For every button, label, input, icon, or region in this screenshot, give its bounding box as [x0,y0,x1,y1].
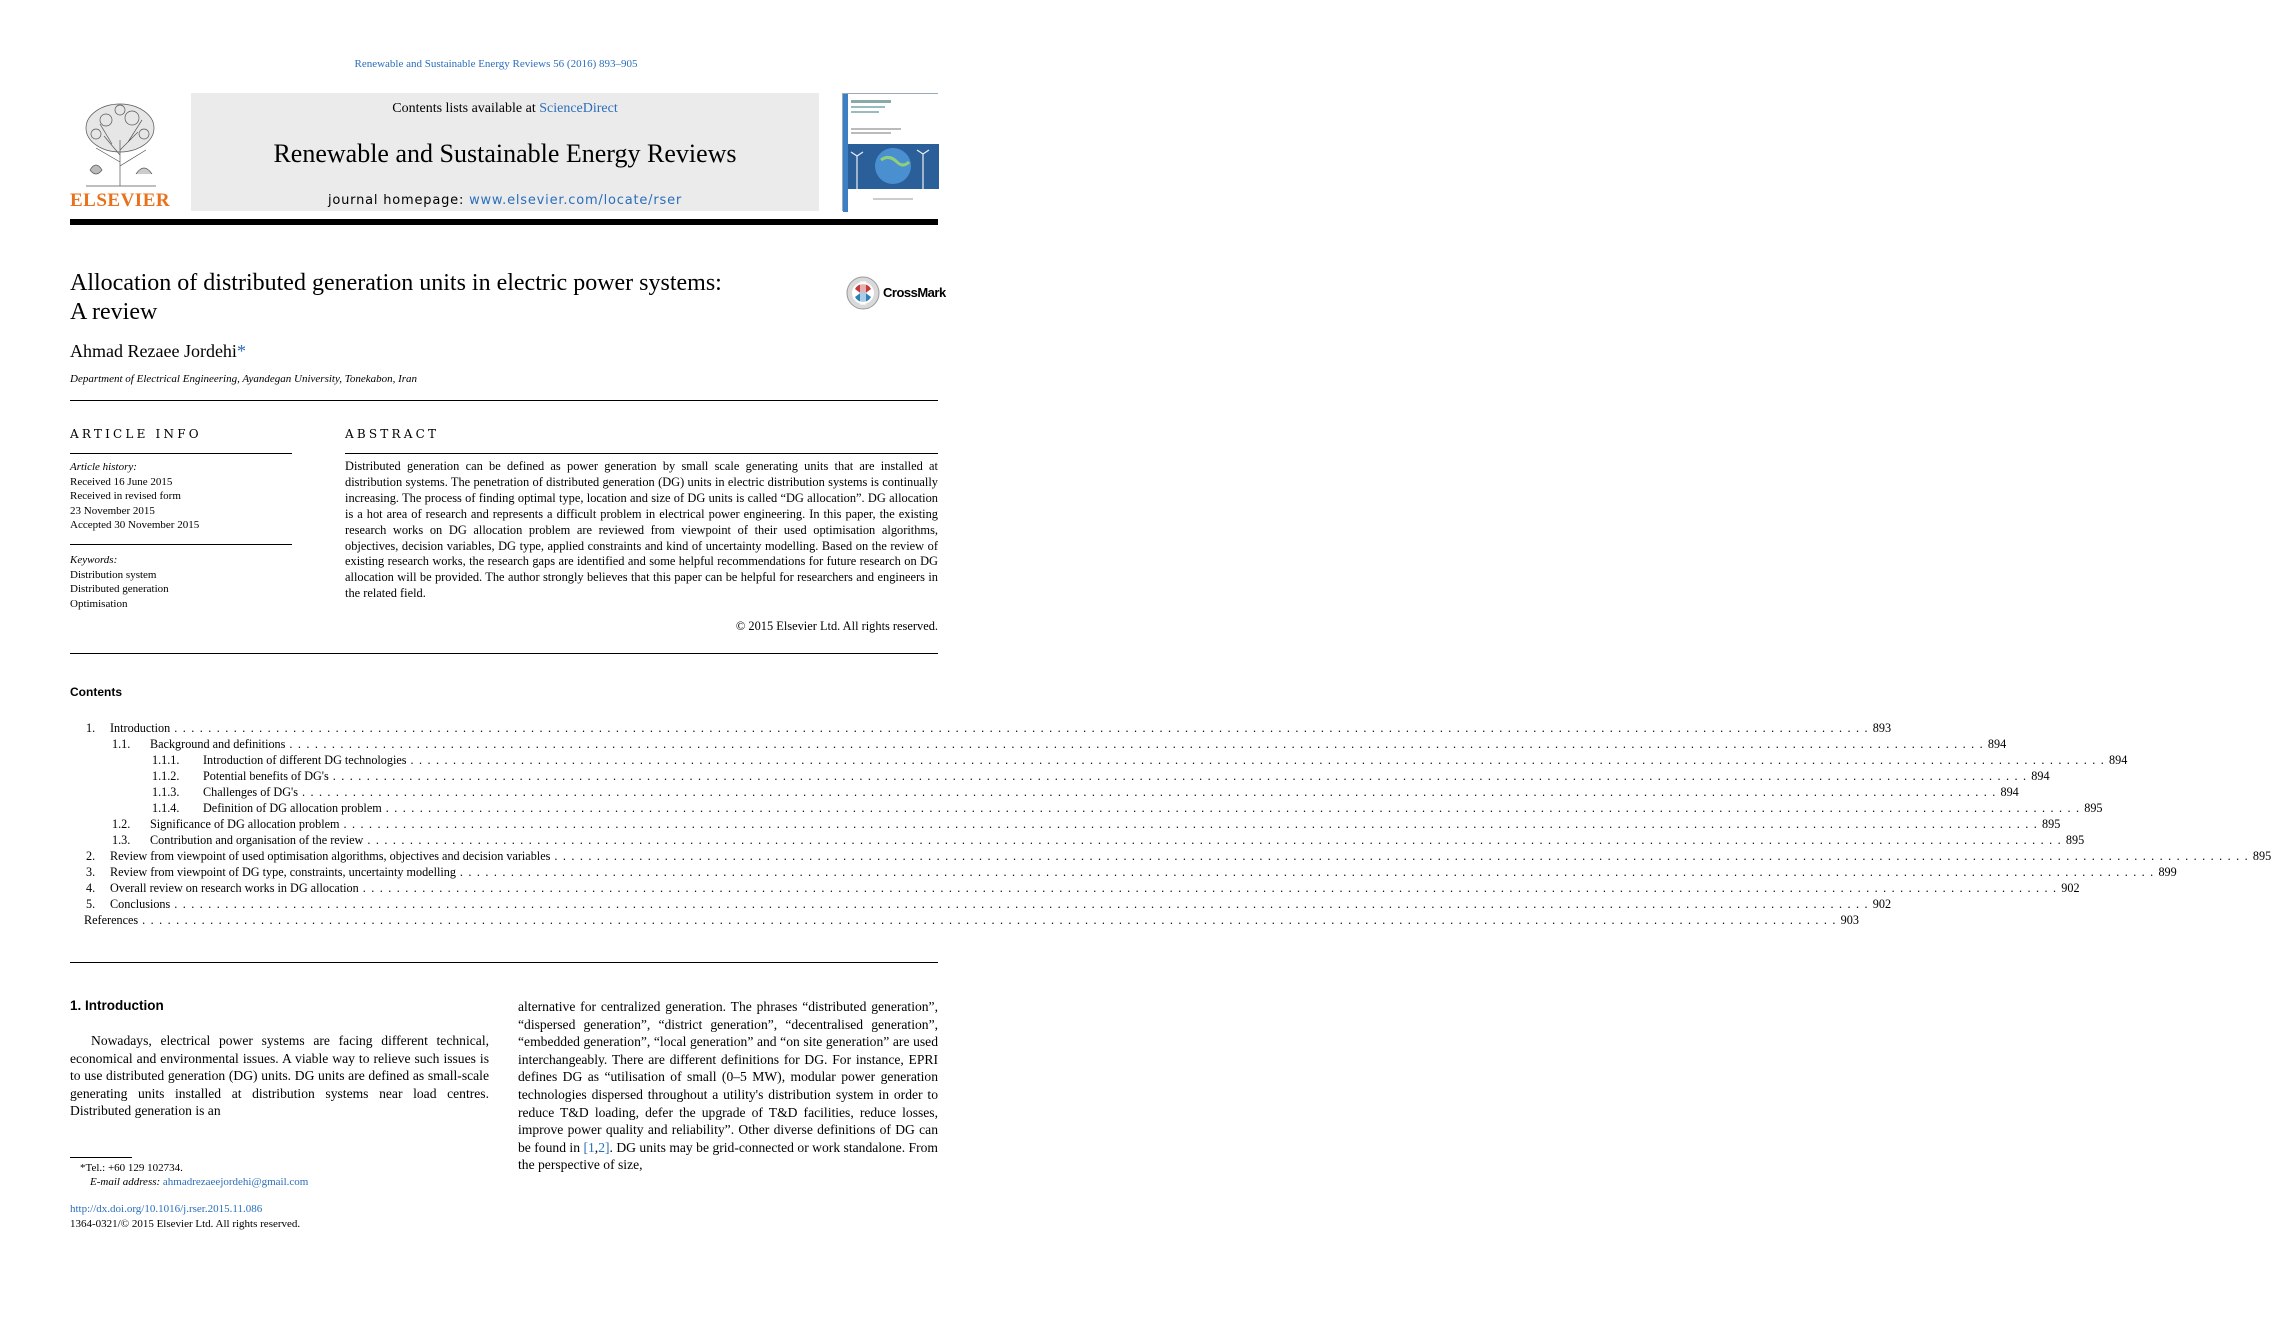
history-entry: Received 16 June 2015 [70,475,173,488]
toc-number: 1.1.1. [152,753,180,767]
toc-leader-dots: . . . . . . . . . . . . . . . . . . . . . . . . . . . . . . . . . . . . . . . . . . . . . . . . . . . . . . . . . . . . . . . . . . . . . . . . . . . . . . . . . . . . . . . . . . . . . . . . . . . . . . . . . . . . . . . . . . . . . . . . . . . . . . . . . . . . . . . . . . . . . . . . . . . . . . . . . . . . . . . . . . . . . . . . . . . . . . . . . . . . . . . . . . . . . . . . . . . . . . . . [142,913,1837,927]
reference-link-open[interactable]: [ [583,1139,588,1155]
toc-entry[interactable] [70,816,2061,832]
email-link[interactable]: ahmadrezaeejordehi@gmail.com [162,1176,309,1189]
reference-separator: , [594,1139,599,1155]
article-info-heading: ARTICLE INFO [70,427,202,441]
toc-page-number: 894 [2000,785,2019,799]
toc-title[interactable]: Contribution and organisation of the review [150,833,364,847]
toc-entry[interactable] [70,880,2080,896]
toc-page-number: 894 [1987,737,2007,751]
divider [70,962,938,963]
author-affiliation: Department of Electrical Engineering, Ayandegan University, Tonekabon, Iran [70,373,418,385]
toc-number: 1.3. [112,833,131,847]
corresponding-author-mark[interactable]: * [236,341,246,361]
journal-cover-icon [843,94,939,212]
toc-title[interactable]: Review from viewpoint of used optimisation algorithms, objectives and decision variables [110,849,551,863]
keyword: Distributed generation [70,583,169,595]
toc-leader-dots: . . . . . . . . . . . . . . . . . . . . . . . . . . . . . . . . . . . . . . . . . . . . . . . . . . . . . . . . . . . . . . . . . . . . . . . . . . . . . . . . . . . . . . . . . . . . . . . . . . . . . . . . . . . . . . . . . . . . . . . . . . . . . . . . . . . . . . . . . . . . . . . . . . . . . . . . . . . . . . . . . . . . . . . . . . . . . . . . . . . . . . . . . . . . . . . . . . . . . . . . [362,881,2058,895]
issn-copyright: 1364-0321/© 2015 Elsevier Ltd. All rights reserved. [70,1217,301,1230]
toc-entry[interactable] [70,864,2177,880]
toc-number: 3. [86,865,96,879]
introduction-heading: 1. Introduction [70,998,164,1013]
elsevier-wordmark: ELSEVIER [70,190,171,211]
toc-number: 1.1.2. [152,769,180,783]
intro-text-a: alternative for centralized generation. The phrases “distributed generation”, “dispersed generation”, “district generation”, “decentralised generation”, “embedded generation”, “local generation” and “on site generation” are used interchangeably. There are different definitions for DG. For instance, EPRI defines DG as “utilisation of small (0–5 MW), modular power generation technologies dispersed throughout a utility's distribution system in order to reduce T&D loading, defer the upgrade of T&D facilities, reduce losses, improve power quality and reliability”. Other diverse definitions of DG can be found in [518,999,938,1155]
toc-entry[interactable] [70,848,2271,864]
contents-prefix: Contents lists available at [392,101,540,116]
toc-page-number: 895 [2065,833,2085,847]
homepage-link[interactable]: www.elsevier.com/locate/rser [469,193,683,208]
divider [70,453,292,454]
toc-number: 1. [86,721,96,735]
toc-title[interactable]: Review from viewpoint of DG type, constraints, uncertainty modelling [110,865,456,879]
introduction-right-column [518,998,938,1174]
toc-title[interactable]: Challenges of DG's [203,785,298,799]
keywords-block [70,553,292,611]
toc-page-number: 895 [2084,801,2103,815]
table-of-contents [70,720,2271,928]
toc-entry[interactable] [70,912,1859,928]
footnote-telephone: *Tel.: +60 129 102734. [80,1162,183,1174]
toc-entry[interactable] [70,720,1892,736]
email-label: E-mail address: [90,1176,163,1189]
doi-link[interactable]: http://dx.doi.org/10.1016/j.rser.2015.11.086 [70,1203,263,1215]
journal-banner [191,93,819,211]
toc-entry[interactable] [70,832,2085,848]
keyword: Distribution system [70,568,157,581]
divider [345,453,938,454]
journal-cover-image[interactable] [842,93,938,211]
abstract-text: Distributed generation can be defined as power generation by small scale generating units that are installed at distribution systems. The penetration of distributed generation (DG) units in electric distribution systems is continually increasing. The process of finding optimal type, location and size of DG units is called “DG allocation”. DG allocation is a hot area of research and represents a difficult problem in electrical power engineering. In this paper, the existing research works on DG allocation problem are reviewed from viewpoint of their used optimisation algorithms, objectives, decision variables, DG type, applied constraints and kind of uncertainty modelling. Based on the review of existing research works, the research gaps are identified and some helpful recommendations for future research on DG allocation will be provided. The author strongly believes that this paper can be helpful for researchers and engineers in the related field. [345,459,938,601]
toc-page-number: 894 [2031,769,2050,783]
header-rule [70,219,938,225]
divider [70,653,938,654]
toc-title[interactable]: References [84,913,139,927]
divider [70,400,938,401]
intro-text-b: . DG units may be grid-connected or work standalone. From the perspective of size, [518,1139,938,1173]
toc-leader-dots: . . . . . . . . . . . . . . . . . . . . . . . . . . . . . . . . . . . . . . . . . . . . . . . . . . . . . . . . . . . . . . . . . . . . . . . . . . . . . . . . . . . . . . . . . . . . . . . . . . . . . . . . . . . . . . . . . . . . . . . . . . . . . . . . . . . . . . . . . . . . . . . . . . . . . . . . . . . . . . . . . . . . . . . . . . . . . . . . . . . . . . . . . . . . . . . . . . . . . . . . [289,737,1984,751]
reference-link-1[interactable]: 1 [587,1139,595,1155]
toc-number: 1.1.3. [152,785,180,799]
journal-name: Renewable and Sustainable Energy Reviews [273,139,737,168]
elsevier-tree-icon [76,100,164,188]
toc-page-number: 895 [2252,849,2271,863]
toc-number: 1.2. [112,817,131,831]
toc-page-number: 902 [1872,897,1892,911]
reference-link-2[interactable]: 2 [598,1139,605,1155]
journal-citation[interactable]: Renewable and Sustainable Energy Reviews 56 (2016) 893–905 [354,58,638,70]
article-title-line-2: A review [70,299,158,325]
introduction-left-column: Nowadays, electrical power systems are facing different technical, economical and environmental issues. A viable way to relieve such issues is to use distributed generation (DG) units. DG units are defined as small-scale generating units installed at distribution systems near load centres. Distributed generation is an [70,1033,489,1119]
toc-leader-dots: . . . . . . . . . . . . . . . . . . . . . . . . . . . . . . . . . . . . . . . . . . . . . . . . . . . . . . . . . . . . . . . . . . . . . . . . . . . . . . . . . . . . . . . . . . . . . . . . . . . . . . . . . . . . . . . . . . . . . . . . . . . . . . . . . . . . . . . . . . . . . . . . . . . . . . . . . . . . . . . . . . . . . . . . . . . . . . . . . . . . . . . . . . . . . . . . . . . . . . . . [343,817,2039,831]
toc-title[interactable]: Conclusions [110,897,171,911]
toc-number: 4. [86,881,96,895]
homepage-prefix: journal homepage: [327,193,470,208]
toc-entry[interactable] [70,896,1892,912]
toc-title[interactable]: Introduction of different DG technologies [203,753,407,767]
toc-leader-dots: . . . . . . . . . . . . . . . . . . . . . . . . . . . . . . . . . . . . . . . . . . . . . . . . . . . . . . . . . . . . . . . . . . . . . . . . . . . . . . . . . . . . . . . . . . . . . . . . . . . . . . . . . . . . . . . . . . . . . . . . . . . . . . . . . . . . . . . . . . . . . . . . . . . . . . . . . . . . . . . . . . . . . . . . . . . . . . . . . . . . . . . . . . . . . . . . . . . . . . . . [174,897,1869,911]
toc-title[interactable]: Background and definitions [150,737,286,751]
footnote-rule [70,1157,132,1158]
history-entry: Accepted 30 November 2015 [70,519,200,531]
divider [70,544,292,545]
sciencedirect-link[interactable]: ScienceDirect [539,101,618,116]
reference-link-close[interactable]: ] [604,1139,610,1155]
history-entry: Received in revised form [70,490,181,502]
article-history [70,460,292,533]
toc-title[interactable]: Potential benefits of DG's [203,769,329,783]
crossmark-badge[interactable] [845,275,945,311]
toc-leader-dots: . . . . . . . . . . . . . . . . . . . . . . . . . . . . . . . . . . . . . . . . . . . . . . . . . . . . . . . . . . . . . . . . . . . . . . . . . . . . . . . . . . . . . . . . . . . . . . . . . . . . . . . . . . . . . . . . . . . . . . . . . . . . . . . . . . . . . . . . . . . . . . . . . . . . . . . . . . . . . . . . . . . . . . . . . . . . . . . . . . . . . . . . . . . . . . . . . . . . . . . . [301,785,1997,799]
toc-title[interactable]: Significance of DG allocation problem [150,817,340,831]
toc-leader-dots: . . . . . . . . . . . . . . . . . . . . . . . . . . . . . . . . . . . . . . . . . . . . . . . . . . . . . . . . . . . . . . . . . . . . . . . . . . . . . . . . . . . . . . . . . . . . . . . . . . . . . . . . . . . . . . . . . . . . . . . . . . . . . . . . . . . . . . . . . . . . . . . . . . . . . . . . . . . . . . . . . . . . . . . . . . . . . . . . . . . . . . . . . . . . . . . . . . . . . . . . [410,753,2106,767]
history-label: Article history: [70,461,137,473]
toc-leader-dots: . . . . . . . . . . . . . . . . . . . . . . . . . . . . . . . . . . . . . . . . . . . . . . . . . . . . . . . . . . . . . . . . . . . . . . . . . . . . . . . . . . . . . . . . . . . . . . . . . . . . . . . . . . . . . . . . . . . . . . . . . . . . . . . . . . . . . . . . . . . . . . . . . . . . . . . . . . . . . . . . . . . . . . . . . . . . . . . . . . . . . . . . . . . . . . . . . . . . . . . . [367,833,2062,847]
toc-page-number: 899 [2158,865,2177,879]
toc-leader-dots: . . . . . . . . . . . . . . . . . . . . . . . . . . . . . . . . . . . . . . . . . . . . . . . . . . . . . . . . . . . . . . . . . . . . . . . . . . . . . . . . . . . . . . . . . . . . . . . . . . . . . . . . . . . . . . . . . . . . . . . . . . . . . . . . . . . . . . . . . . . . . . . . . . . . . . . . . . . . . . . . . . . . . . . . . . . . . . . . . . . . . . . . . . . . . . . . . . . . . . . . [174,721,1869,735]
author-line [70,341,246,362]
history-entry: 23 November 2015 [70,504,155,517]
toc-number: 1.1.4. [152,801,180,815]
elsevier-logo[interactable] [70,100,170,212]
footnote-email [70,1175,489,1189]
toc-entry[interactable] [70,800,2103,816]
article-title-line-1: Allocation of distributed generation units in electric power systems: [70,270,722,296]
toc-page-number: 902 [2061,881,2080,895]
toc-title[interactable]: Introduction [110,721,171,735]
toc-number: 2. [86,849,96,863]
keyword: Optimisation [70,597,128,610]
abstract-heading: ABSTRACT [345,427,440,441]
toc-title[interactable]: Overall review on research works in DG allocation [110,881,359,895]
toc-title[interactable]: Definition of DG allocation problem [203,801,382,815]
toc-entry[interactable] [70,768,2050,784]
contents-available-line [191,101,819,117]
toc-number: 5. [86,897,96,911]
article-title [70,269,830,327]
author-name[interactable]: Ahmad Rezaee Jordehi [70,341,237,361]
crossmark-icon [845,275,881,311]
toc-entry[interactable] [70,784,2019,800]
toc-number: 1.1. [112,737,131,751]
toc-entry[interactable] [70,752,2128,768]
toc-leader-dots: . . . . . . . . . . . . . . . . . . . . . . . . . . . . . . . . . . . . . . . . . . . . . . . . . . . . . . . . . . . . . . . . . . . . . . . . . . . . . . . . . . . . . . . . . . . . . . . . . . . . . . . . . . . . . . . . . . . . . . . . . . . . . . . . . . . . . . . . . . . . . . . . . . . . . . . . . . . . . . . . . . . . . . . . . . . . . . . . . . . . . . . . . . . . . . . . . . . . . . . . [554,849,2249,863]
toc-leader-dots: . . . . . . . . . . . . . . . . . . . . . . . . . . . . . . . . . . . . . . . . . . . . . . . . . . . . . . . . . . . . . . . . . . . . . . . . . . . . . . . . . . . . . . . . . . . . . . . . . . . . . . . . . . . . . . . . . . . . . . . . . . . . . . . . . . . . . . . . . . . . . . . . . . . . . . . . . . . . . . . . . . . . . . . . . . . . . . . . . . . . . . . . . . . . . . . . . . . . . . . . [459,865,2155,879]
keywords-label: Keywords: [70,554,118,566]
doi-block [70,1202,300,1231]
toc-page-number: 903 [1840,913,1859,927]
toc-entry[interactable] [70,736,2007,752]
crossmark-label: CrossMark [883,285,946,300]
journal-homepage-line [191,193,819,208]
toc-page-number: 895 [2042,817,2061,831]
toc-page-number: 893 [1872,721,1892,735]
abstract-copyright: © 2015 Elsevier Ltd. All rights reserved. [735,619,938,633]
footnotes [70,1161,489,1189]
toc-page-number: 894 [2109,753,2128,767]
toc-leader-dots: . . . . . . . . . . . . . . . . . . . . . . . . . . . . . . . . . . . . . . . . . . . . . . . . . . . . . . . . . . . . . . . . . . . . . . . . . . . . . . . . . . . . . . . . . . . . . . . . . . . . . . . . . . . . . . . . . . . . . . . . . . . . . . . . . . . . . . . . . . . . . . . . . . . . . . . . . . . . . . . . . . . . . . . . . . . . . . . . . . . . . . . . . . . . . . . . . . . . . . . . [332,769,2028,783]
contents-heading: Contents [70,685,122,699]
toc-leader-dots: . . . . . . . . . . . . . . . . . . . . . . . . . . . . . . . . . . . . . . . . . . . . . . . . . . . . . . . . . . . . . . . . . . . . . . . . . . . . . . . . . . . . . . . . . . . . . . . . . . . . . . . . . . . . . . . . . . . . . . . . . . . . . . . . . . . . . . . . . . . . . . . . . . . . . . . . . . . . . . . . . . . . . . . . . . . . . . . . . . . . . . . . . . . . . . . . . . . . . . . . [385,801,2081,815]
